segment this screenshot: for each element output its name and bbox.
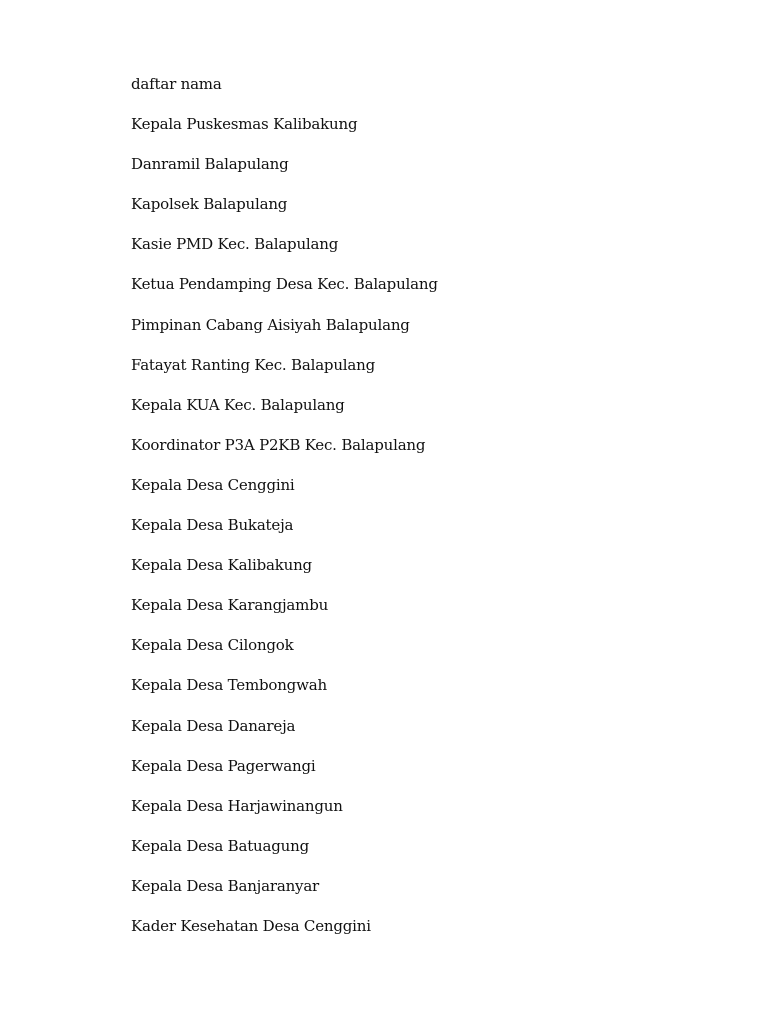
list-item: Koordinator P3A P2KB Kec. Balapulang <box>131 435 426 454</box>
list-item: Kepala Desa Pagerwangi <box>131 756 316 775</box>
list-item: Kapolsek Balapulang <box>131 195 288 214</box>
list-heading: daftar nama <box>131 75 222 93</box>
list-item: Kepala Puskesmas Kalibakung <box>131 115 358 134</box>
list-item: Kepala KUA Kec. Balapulang <box>131 395 345 414</box>
list-item: Kepala Desa Karangjambu <box>131 596 329 615</box>
list-item: Kepala Desa Tembongwah <box>131 676 327 695</box>
list-item: Kepala Desa Danareja <box>131 716 296 735</box>
list-item: Kepala Desa Cenggini <box>131 475 295 494</box>
list-item: Fatayat Ranting Kec. Balapulang <box>131 355 376 374</box>
list-item: Kepala Desa Bukateja <box>131 516 294 535</box>
name-list <box>131 71 438 953</box>
list-item: Danramil Balapulang <box>131 155 289 174</box>
list-item: Kepala Desa Kalibakung <box>131 556 312 575</box>
list-item: Kepala Desa Banjaranyar <box>131 876 320 895</box>
list-item: Ketua Pendamping Desa Kec. Balapulang <box>131 275 438 294</box>
list-item: Kepala Desa Harjawinangun <box>131 796 343 815</box>
list-item: Kasie PMD Kec. Balapulang <box>131 235 339 254</box>
list-item: Pimpinan Cabang Aisiyah Balapulang <box>131 315 410 334</box>
list-item: Kepala Desa Cilongok <box>131 636 294 655</box>
list-item: Kader Kesehatan Desa Cenggini <box>131 916 371 935</box>
list-item: Kepala Desa Batuagung <box>131 836 309 855</box>
